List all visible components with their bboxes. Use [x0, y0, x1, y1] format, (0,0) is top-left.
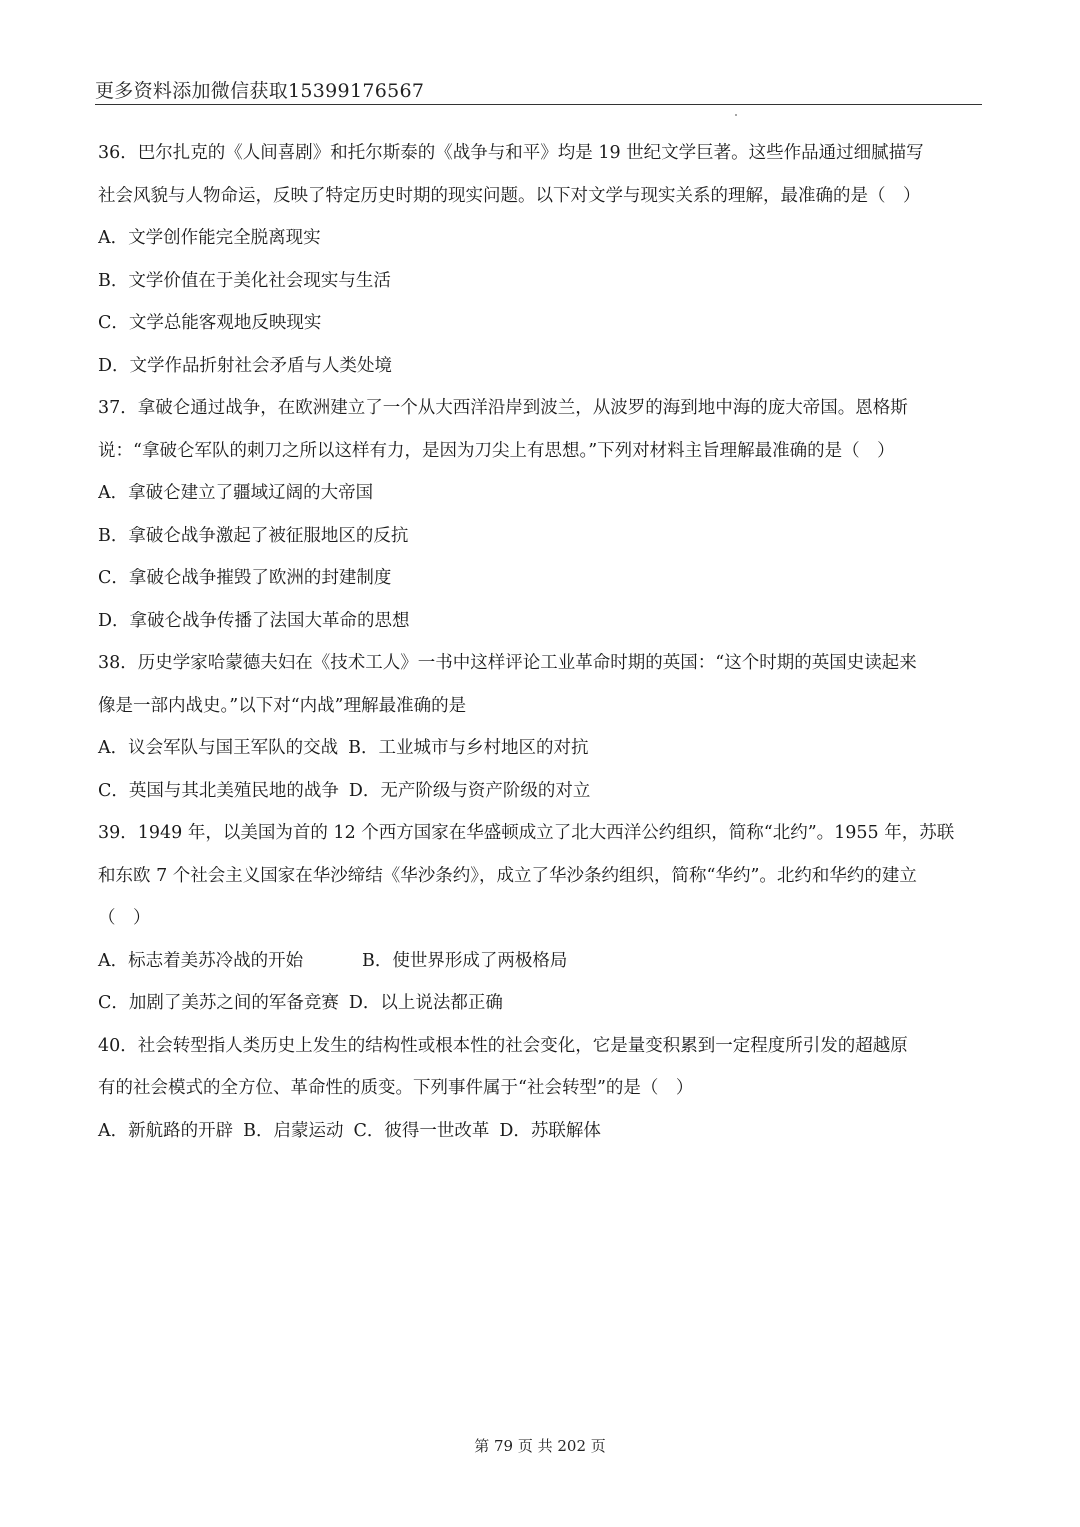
question-39 [98, 812, 982, 1025]
answer-option-a: A．拿破仑建立了疆域辽阔的大帝国 [98, 483, 374, 503]
header-dot-mark [735, 114, 737, 116]
question-37 [98, 387, 982, 642]
question-stem-line: 有的社会模式的全方位、革命性的质变。下列事件属于“社会转型”的是（ ） [98, 1078, 694, 1098]
answer-option-a: A．议会军队与国王军队的交战 [98, 738, 339, 758]
answer-option-c: C．拿破仑战争摧毁了欧洲的封建制度 [98, 568, 392, 588]
question-stem-line: 说：“拿破仑军队的刺刀之所以这样有力，是因为刀尖上有思想。”下列对材料主旨理解最准确的是（ ） [98, 440, 895, 461]
question-stem-line: 像是一部内战史。”以下对“内战”理解最准确的是 [98, 695, 467, 716]
answer-option-row [98, 727, 982, 770]
answer-option-d: D．文学作品折射社会矛盾与人类处境 [98, 355, 393, 376]
answer-option-row [98, 940, 982, 983]
page-number-footer: 第 79 页 共 202 页 [474, 1437, 606, 1455]
answer-option-d: D．无产阶级与资产阶级的对立 [348, 780, 591, 801]
answer-option-d: D．苏联解体 [499, 1120, 601, 1141]
question-stem-line: 39．1949 年，以美国为首的 12 个西方国家在华盛顿成立了北大西洋公约组织，简称“北约”。1955 年，苏联 [98, 823, 955, 843]
answer-option-d: D．以上说法都正确 [348, 993, 503, 1013]
answer-option-d: D．拿破仑战争传播了法国大革命的思想 [98, 610, 410, 631]
answer-option-a: A．新航路的开辟 [98, 1120, 234, 1141]
answer-option-a: A．文学创作能完全脱离现实 [98, 228, 321, 248]
answer-option-b: B．使世界形成了两极格局 [362, 950, 568, 971]
answer-option-row [98, 982, 982, 1025]
answer-option-a: A．标志着美苏冷战的开始 [98, 950, 304, 971]
question-list [98, 132, 982, 1152]
question-stem-line: 社会风貌与人物命运，反映了特定历史时期的现实问题。以下对文学与现实关系的理解，最准确的是（ ） [98, 185, 921, 206]
question-stem-line: 38．历史学家哈蒙德夫妇在《技术工人》一书中这样评论工业革命时期的英国：“这个时期的英国史读起来 [98, 653, 917, 673]
question-stem-line: 37．拿破仑通过战争，在欧洲建立了一个从大西洋沿岸到波兰，从波罗的海到地中海的庞大帝国。恩格斯 [98, 398, 908, 418]
answer-option-b: B．拿破仑战争激起了被征服地区的反抗 [98, 525, 409, 546]
answer-option-b: B．启蒙运动 [243, 1120, 344, 1141]
answer-option-c: C．加剧了美苏之间的军备竞赛 [98, 993, 339, 1013]
answer-option-c: C．英国与其北美殖民地的战争 [98, 780, 339, 801]
answer-option-b: B．文学价值在于美化社会现实与生活 [98, 270, 391, 291]
header-contact-text: 更多资料添加微信获取15399176567 [95, 80, 425, 102]
question-stem-line: 和东欧 7 个社会主义国家在华沙缔结《华沙条约》，成立了华沙条约组织，简称“华约”。北约和华约的建立 [98, 865, 917, 886]
question-stem-line: （ ） [98, 908, 151, 928]
answer-option-c: C．文学总能客观地反映现实 [98, 313, 322, 333]
answer-option-row [98, 770, 982, 813]
question-36 [98, 132, 982, 387]
answer-option-c: C．彼得一世改革 [353, 1120, 490, 1141]
question-stem-line: 40．社会转型指人类历史上发生的结构性或根本性的社会变化，它是量变积累到一定程度所引发的超越原 [98, 1035, 908, 1056]
question-stem-line: 36．巴尔扎克的《人间喜剧》和托尔斯泰的《战争与和平》均是 19 世纪文学巨著。这些作品通过细腻描写 [98, 143, 924, 163]
page-header [95, 74, 982, 105]
question-40 [98, 1025, 982, 1153]
answer-option-b: B．工业城市与乡村地区的对抗 [348, 738, 589, 758]
answer-option-row [98, 1110, 982, 1153]
question-38 [98, 642, 982, 812]
